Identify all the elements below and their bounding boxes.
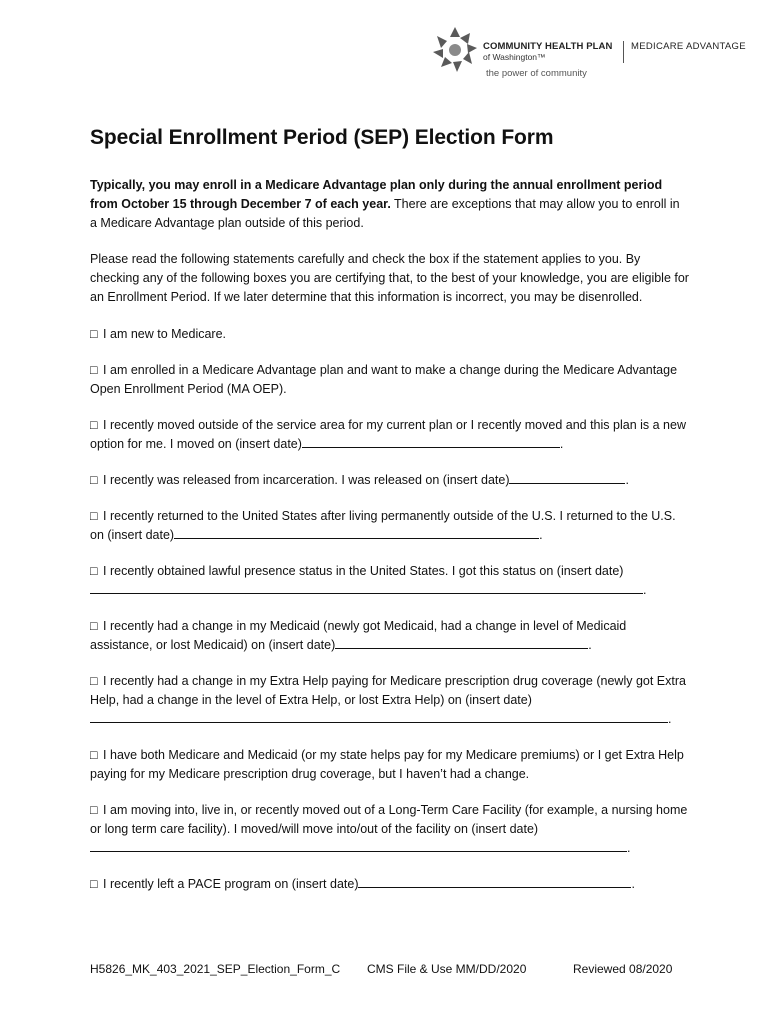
option-returned-to-us xyxy=(90,507,690,545)
date-blank[interactable] xyxy=(358,875,631,888)
option-label: I recently returned to the United States after living permanently outside of the U.S. I returned to the U.S. on (insert date) xyxy=(90,509,676,542)
option-label: I recently left a PACE program on (insert date) xyxy=(103,877,359,891)
checkbox[interactable]: □ xyxy=(90,363,98,377)
checkbox[interactable]: □ xyxy=(90,418,98,432)
option-new-to-medicare xyxy=(90,325,690,344)
option-long-term-care xyxy=(90,801,690,858)
date-blank[interactable] xyxy=(174,526,539,539)
option-label: I am moving into, live in, or recently moved out of a Long-Term Care Facility (for example, a nursing home or long term care facility). I moved/will move into/out of the facility on (insert date) xyxy=(90,803,688,836)
checkbox[interactable]: □ xyxy=(90,619,98,633)
option-label: I recently had a change in my Medicaid (newly got Medicaid, had a change in level of Medicaid assistance, or lost Medicaid) on (insert date) xyxy=(90,619,627,652)
checkbox[interactable]: □ xyxy=(90,564,98,578)
option-label: I recently was released from incarceration. I was released on (insert date) xyxy=(103,473,510,487)
option-label: I recently obtained lawful presence status in the United States. I got this status on (insert date) xyxy=(103,564,624,578)
intro-rest: There are exceptions that may allow you to enroll in a Medicare Advantage plan outside of this period. xyxy=(90,197,680,230)
checkbox[interactable]: □ xyxy=(90,473,98,487)
period: . xyxy=(627,841,631,855)
header xyxy=(430,25,760,85)
form-body xyxy=(90,176,690,911)
period: . xyxy=(588,638,592,652)
date-blank[interactable] xyxy=(509,471,625,484)
checkbox[interactable]: □ xyxy=(90,748,98,762)
date-blank[interactable] xyxy=(302,435,560,448)
option-incarceration xyxy=(90,471,690,490)
checkbox[interactable]: □ xyxy=(90,509,98,523)
brand-divider xyxy=(623,41,624,63)
period: . xyxy=(625,473,629,487)
date-blank[interactable] xyxy=(90,581,643,594)
option-moved xyxy=(90,416,690,454)
option-lawful-presence xyxy=(90,562,690,600)
checkbox[interactable]: □ xyxy=(90,803,98,817)
footer-cms: CMS File & Use MM/DD/2020 xyxy=(367,962,527,976)
tagline: the power of community xyxy=(486,68,587,79)
period: . xyxy=(631,877,635,891)
option-label: I have both Medicare and Medicaid (or my state helps pay for my Medicare premiums) or I get Extra Help paying for my Medicare prescription drug coverage, but I haven’t had a change. xyxy=(90,748,684,781)
instructions-paragraph: Please read the following statements carefully and check the box if the statement applies to you. By checking any of the following boxes you are certifying that, to the best of your knowledge, you are eligible for an Enrollment Period. If we later determine that this information is incorrect, you may be disenrolled. xyxy=(90,252,689,304)
period: . xyxy=(539,528,543,542)
option-ma-oep xyxy=(90,361,690,399)
brand-name: COMMUNITY HEALTH PLAN xyxy=(483,41,613,52)
option-label: I recently moved outside of the service area for my current plan or I recently moved and this plan is a new option for me. I moved on (insert date) xyxy=(90,418,686,451)
checkbox[interactable]: □ xyxy=(90,877,98,891)
intro-bold: Typically, you may enroll in a Medicare Advantage plan only during the annual enrollment period from October 15 through December 7 of each year. xyxy=(90,178,663,211)
intro-paragraph xyxy=(90,176,690,233)
logo-icon xyxy=(430,25,480,75)
option-pace xyxy=(90,875,690,894)
option-label: I am enrolled in a Medicare Advantage plan and want to make a change during the Medicare Advantage Open Enrollment Period (MA OEP). xyxy=(90,363,678,396)
option-label: I am new to Medicare. xyxy=(103,327,227,341)
footer-reviewed: Reviewed 08/2020 xyxy=(573,962,673,976)
date-blank[interactable] xyxy=(90,839,627,852)
date-blank[interactable] xyxy=(335,636,588,649)
brand-product: MEDICARE ADVANTAGE xyxy=(631,41,746,52)
period: . xyxy=(643,583,647,597)
option-dual-eligible xyxy=(90,746,690,784)
checkbox[interactable]: □ xyxy=(90,674,98,688)
period: . xyxy=(559,437,564,451)
period: . xyxy=(668,712,672,726)
option-medicaid-change xyxy=(90,617,690,655)
footer-form-id: H5826_MK_403_2021_SEP_Election_Form_C xyxy=(90,962,341,976)
page-title: Special Enrollment Period (SEP) Election Form xyxy=(90,126,554,149)
brand-subtitle: of Washington™ xyxy=(483,52,546,62)
option-extra-help-change xyxy=(90,672,690,729)
date-blank[interactable] xyxy=(90,710,668,723)
checkbox[interactable]: □ xyxy=(90,327,98,341)
option-label: I recently had a change in my Extra Help paying for Medicare prescription drug coverage (newly got Extra Help, had a change in the level of Extra Help, or lost Extra Help) on (insert date) xyxy=(90,674,686,707)
